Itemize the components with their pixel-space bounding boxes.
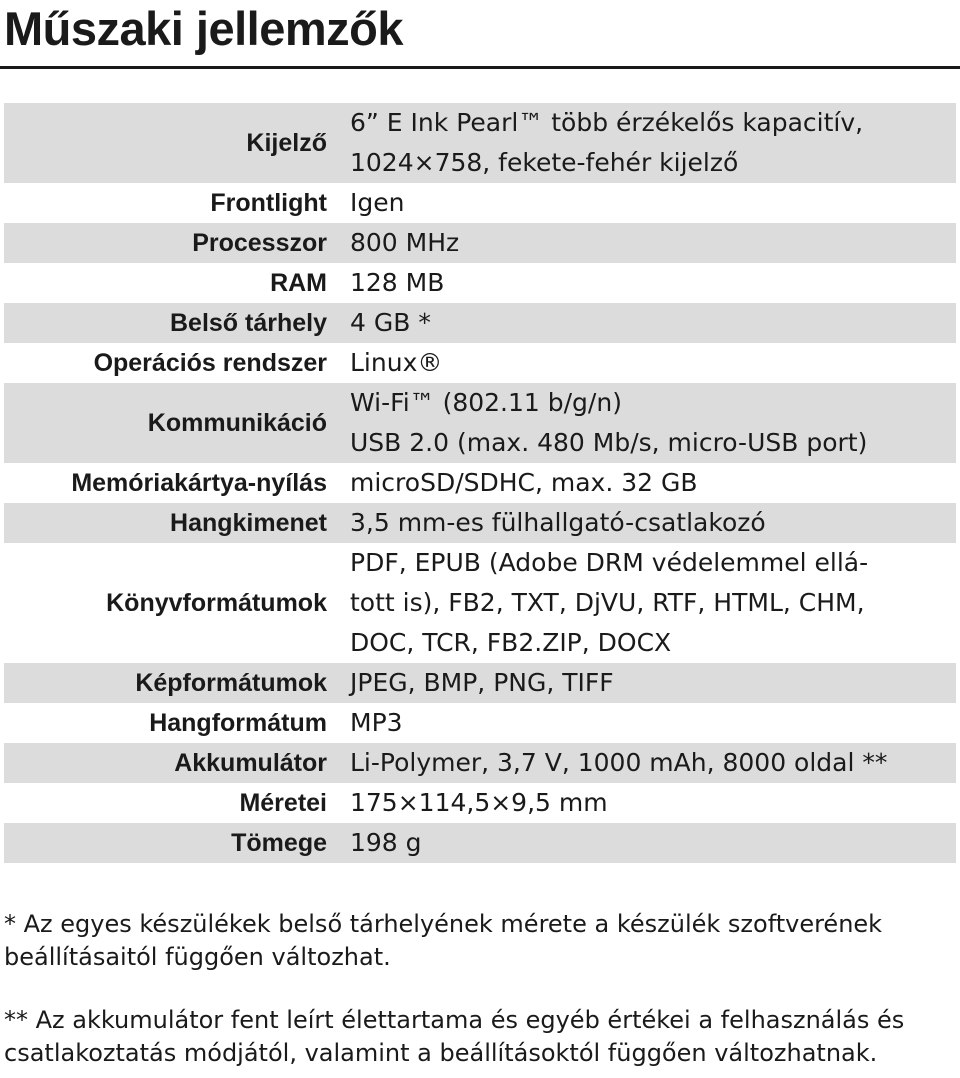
spec-label: Kijelző	[4, 103, 327, 183]
spec-value	[327, 823, 956, 863]
spec-value-line: Igen	[350, 188, 405, 217]
spec-row	[4, 103, 956, 183]
spec-label: Hangformátum	[149, 708, 327, 737]
spec-value	[327, 383, 956, 463]
spec-label: Memóriakártya-nyílás	[71, 468, 327, 497]
spec-row	[4, 223, 956, 263]
spec-value	[327, 703, 956, 743]
spec-row	[4, 703, 956, 743]
spec-value-line: 175×114,5×9,5 mm	[350, 788, 608, 817]
spec-label: Könyvformátumok	[106, 588, 327, 617]
spec-label: Belső tárhely	[4, 303, 327, 343]
spec-value	[327, 503, 956, 543]
spec-value-line: 198 g	[350, 828, 422, 857]
spec-value-line: 4 GB *	[350, 308, 431, 337]
footnote-storage-line1: * Az egyes készülékek belső tárhelyének mérete a készülék szoftverének	[4, 910, 883, 938]
footnote-storage	[4, 908, 956, 974]
spec-value-line: USB 2.0 (max. 480 Mb/s, micro-USB port)	[350, 428, 868, 457]
spec-value	[327, 343, 956, 383]
spec-row	[4, 543, 956, 663]
spec-value-line: PDF, EPUB (Adobe DRM védelemmel ellá-	[350, 548, 869, 577]
spec-label: Méretei	[239, 788, 327, 817]
spec-value-line: 128 MB	[350, 268, 445, 297]
spec-row	[4, 263, 956, 303]
spec-value	[327, 463, 956, 503]
spec-row	[4, 743, 956, 783]
spec-value	[327, 223, 956, 263]
spec-row	[4, 383, 956, 463]
title-underline	[0, 66, 960, 69]
spec-row	[4, 463, 956, 503]
spec-value-line: Linux®	[350, 348, 443, 377]
spec-row	[4, 663, 956, 703]
spec-row	[4, 823, 956, 863]
footnote-battery-line2: csatlakoztatás módjától, valamint a beállításoktól függően változhatnak.	[4, 1039, 878, 1067]
spec-value	[327, 303, 956, 343]
spec-value-line: Li-Polymer, 3,7 V, 1000 mAh, 8000 oldal **	[350, 748, 888, 777]
spec-label: Képformátumok	[4, 663, 327, 703]
spec-label: Hangkimenet	[4, 503, 327, 543]
spec-value	[327, 183, 956, 223]
spec-row	[4, 783, 956, 823]
spec-value-line: MP3	[350, 708, 403, 737]
spec-value	[327, 743, 956, 783]
spec-value-line: tott is), FB2, TXT, DjVU, RTF, HTML, CHM,	[350, 588, 865, 617]
spec-value	[327, 263, 956, 303]
spec-value-line: Wi-Fi™ (802.11 b/g/n)	[350, 388, 622, 417]
spec-label: Akkumulátor	[4, 743, 327, 783]
spec-value-line: 6” E Ink Pearl™ több érzékelős kapacitív,	[350, 108, 864, 137]
page-title: Műszaki jellemzők	[4, 2, 403, 55]
spec-label: Kommunikáció	[4, 383, 327, 463]
spec-label: Operációs rendszer	[93, 348, 327, 377]
spec-row	[4, 183, 956, 223]
spec-value	[327, 663, 956, 703]
footnote-battery	[4, 1004, 956, 1070]
spec-value-line: JPEG, BMP, PNG, TIFF	[350, 668, 614, 697]
spec-value-line: DOC, TCR, FB2.ZIP, DOCX	[350, 628, 672, 657]
spec-value	[327, 103, 956, 183]
spec-label: RAM	[270, 268, 327, 297]
spec-row	[4, 503, 956, 543]
spec-value-line: 1024×758, fekete-fehér kijelző	[350, 148, 739, 177]
spec-value	[327, 543, 956, 663]
spec-label: Processzor	[4, 223, 327, 263]
footnote-battery-line1: ** Az akkumulátor fent leírt élettartama és egyéb értékei a felhasználás és	[4, 1006, 905, 1034]
spec-label: Frontlight	[210, 188, 327, 217]
spec-table	[4, 103, 956, 863]
spec-row	[4, 303, 956, 343]
footnote-storage-line2: beállításaitól függően változhat.	[4, 943, 391, 971]
spec-label: Tömege	[4, 823, 327, 863]
spec-row	[4, 343, 956, 383]
spec-value-line: 800 MHz	[350, 228, 460, 257]
spec-value-line: microSD/SDHC, max. 32 GB	[350, 468, 698, 497]
spec-value-line: 3,5 mm-es fülhallgató-csatlakozó	[350, 508, 766, 537]
spec-value	[327, 783, 956, 823]
